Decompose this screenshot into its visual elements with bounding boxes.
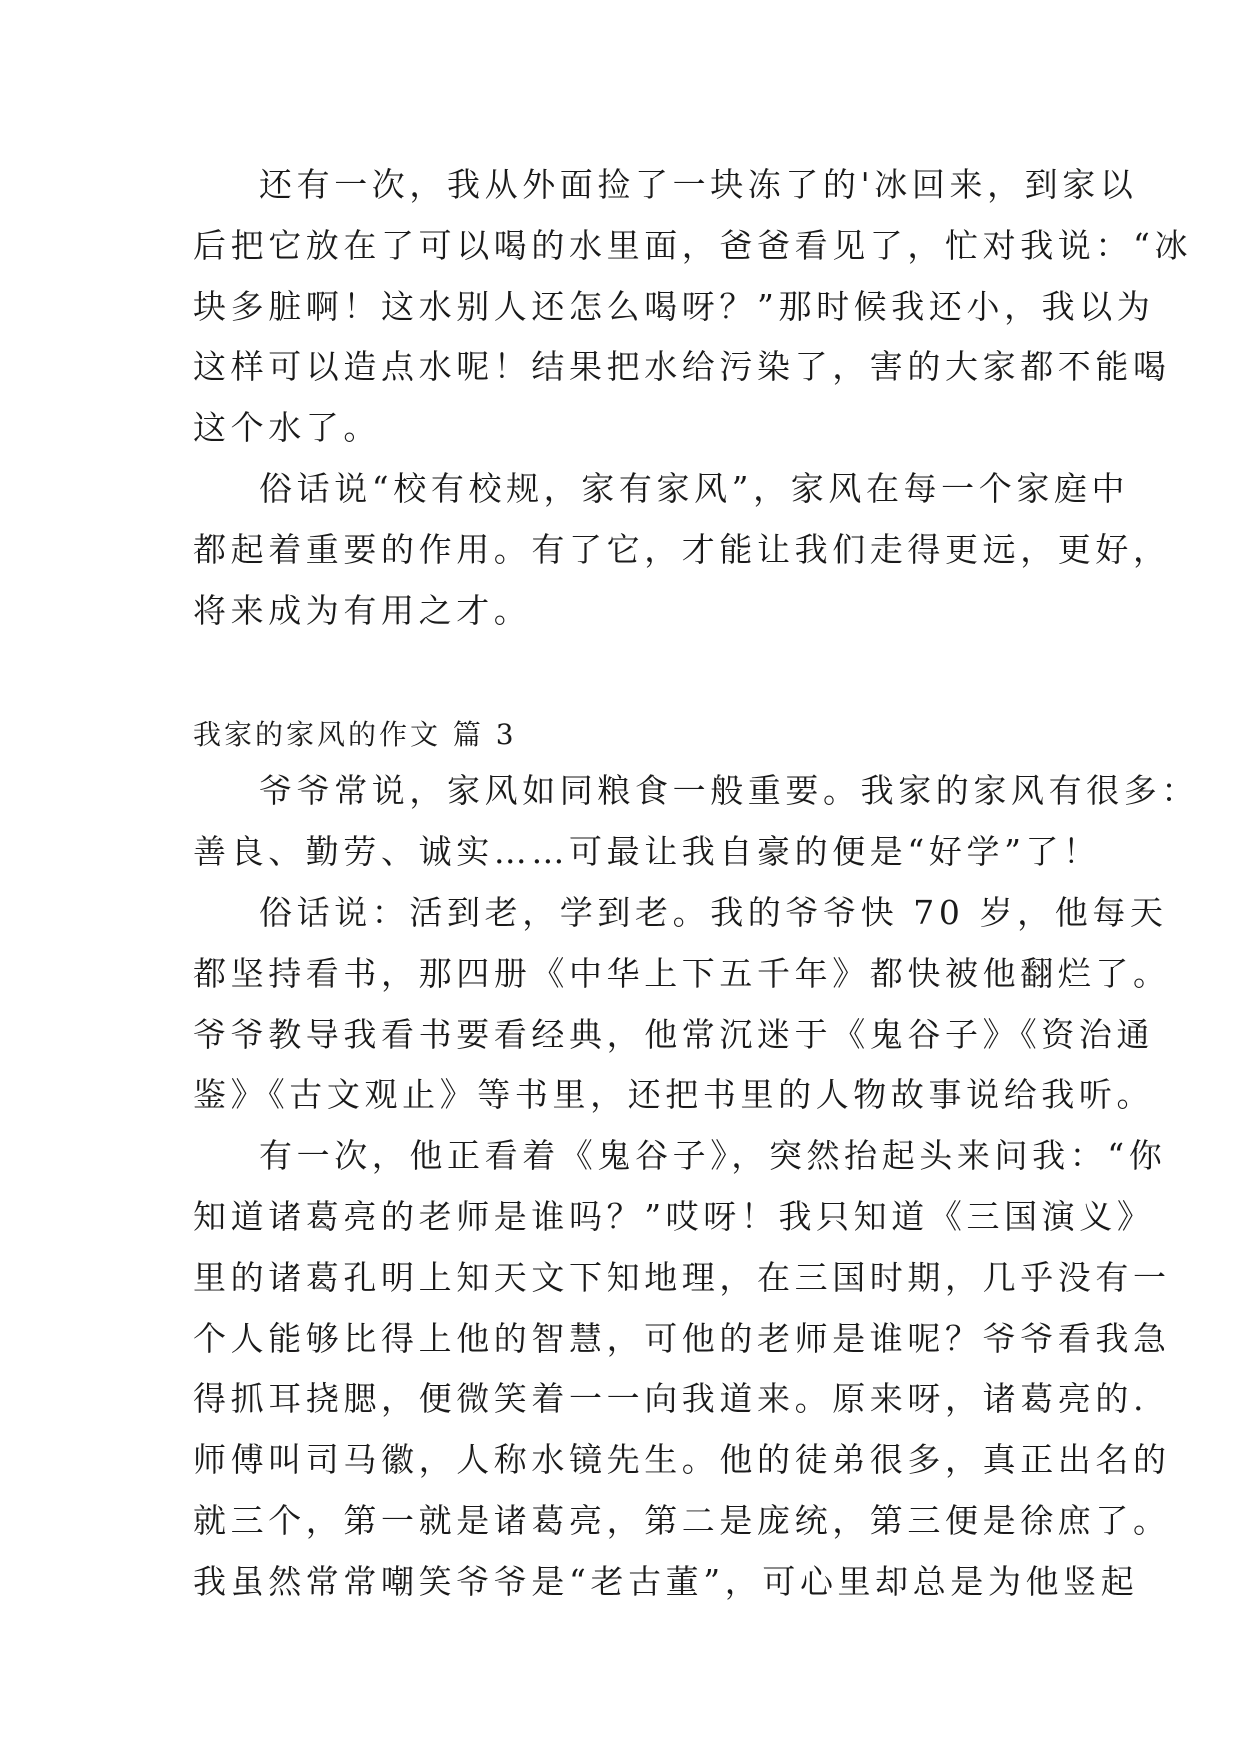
text-line: 都坚持看书，那四册《中华上下五千年》都快被他翻烂了。 <box>193 953 1171 993</box>
text-line: 鉴》《古文观止》等书里，还把书里的人物故事说给我听。 <box>193 1075 1155 1115</box>
text-line: 将来成为有用之才。 <box>193 590 532 630</box>
text-line: 爷爷常说，家风如同粮食一般重要。我家的家风有很多： <box>259 771 1199 811</box>
text-line: 后把它放在了可以喝的水里面，爸爸看见了，忙对我说：“冰 <box>193 225 1193 265</box>
text-line: 块多脏啊！这水别人还怎么喝呀？”那时候我还小，我以为 <box>193 286 1155 326</box>
text-line: 就三个，第一就是诸葛亮，第二是庞统，第三便是徐庶了。 <box>193 1500 1171 1540</box>
text-line: 俗话说“校有校规，家有家风”，家风在每一个家庭中 <box>259 468 1130 508</box>
paragraph <box>193 1126 1171 1612</box>
section-heading: 我家的家风的作文 篇 3 <box>193 718 517 752</box>
paragraph <box>193 883 1171 1126</box>
text-line: 还有一次，我从外面捡了一块冻了的'冰回来，到家以 <box>259 165 1138 204</box>
text-line: 我虽然常常嘲笑爷爷是“老古董”，可心里却总是为他竖起 <box>193 1561 1139 1601</box>
text-line: 师傅叫司马徽，人称水镜先生。他的徒弟很多，真正出名的 <box>193 1440 1171 1480</box>
paragraph <box>193 761 1199 883</box>
text-line: 得抓耳挠腮，便微笑着一一向我道来。原来呀，诸葛亮的. <box>193 1379 1149 1419</box>
text-line: 知道诸葛亮的老师是谁吗？”哎呀！我只知道《三国演义》 <box>193 1196 1155 1236</box>
text-line: 这个水了。 <box>193 408 381 448</box>
text-line: 里的诸葛孔明上知天文下知地理，在三国时期，几乎没有一 <box>193 1257 1171 1297</box>
text-line: 爷爷教导我看书要看经典，他常沉迷于《鬼谷子》《资治通 <box>193 1014 1155 1054</box>
paragraph <box>193 459 1171 641</box>
document-body <box>193 155 1199 1613</box>
text-line: 有一次，他正看着《鬼谷子》，突然抬起头来问我：“你 <box>259 1136 1167 1176</box>
text-line: 善良、勤劳、诚实……可最让我自豪的便是“好学”了！ <box>193 832 1101 872</box>
text-line: 这样可以造点水呢！结果把水给污染了，害的大家都不能喝 <box>193 347 1171 387</box>
section-spacer <box>193 641 1053 709</box>
text-line: 个人能够比得上他的智慧，可他的老师是谁呢？爷爷看我急 <box>193 1318 1171 1358</box>
paragraph <box>193 155 1193 459</box>
text-line: 都起着重要的作用。有了它，才能让我们走得更远，更好， <box>193 529 1171 569</box>
text-line: 俗话说：活到老，学到老。我的爷爷快 70 岁，他每天 <box>259 892 1168 932</box>
